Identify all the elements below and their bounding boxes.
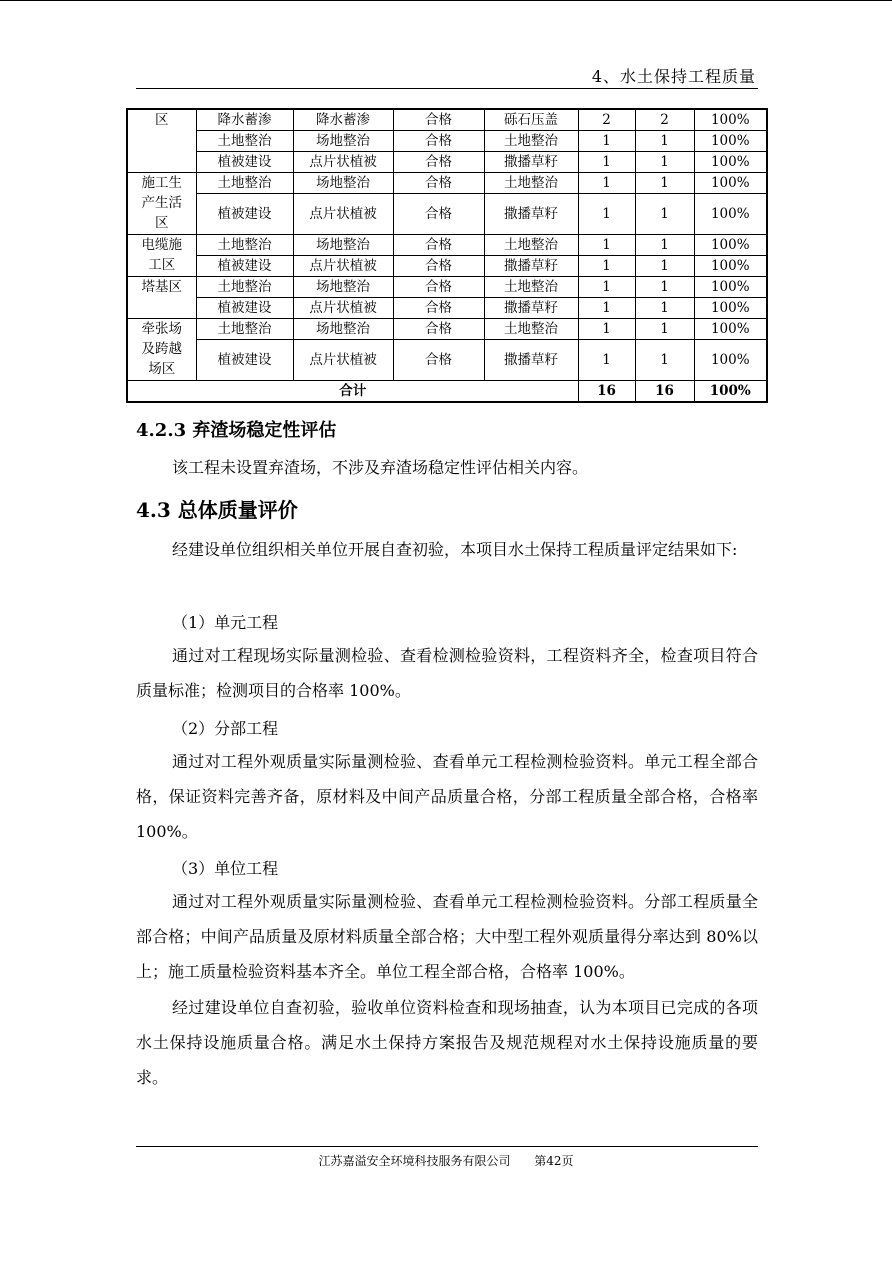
table-row: [127, 109, 767, 131]
zone-cell: 电缆施 工区: [127, 235, 196, 277]
table-cell: 100%: [694, 298, 767, 319]
table-cell: 植被建设: [196, 152, 293, 173]
table-cell: 1: [578, 173, 635, 194]
item2-text: 通过对工程外观质量实际量测检验、查看单元工程检测检验资料。单元工程全部合格，保证资料完善齐备，原材料及中间产品质量合格，分部工程质量全部合格，合格率 100%。: [136, 752, 758, 841]
table-cell: 1: [635, 235, 694, 256]
table-cell: 土地整治: [196, 235, 293, 256]
table-row: [127, 235, 767, 256]
table-cell: 1: [635, 152, 694, 173]
table-row: [127, 340, 767, 381]
total-row: [127, 381, 767, 403]
table-cell: 土地整治: [484, 319, 578, 340]
item3-text: 通过对工程外观质量实际量测检验、查看单元工程检测检验资料。分部工程质量全部合格；中间产品质量及原材料质量全部合格；大中型工程外观质量得分率达到 80%以上；施工质量检验资料基本齐全。单位工程全部合格，合格率 100%。: [136, 892, 758, 981]
table-cell: 土地整治: [484, 277, 578, 298]
table-cell: 1: [578, 131, 635, 152]
footer-rule: [136, 1146, 758, 1147]
table-row: [127, 319, 767, 340]
table-cell: 1: [578, 235, 635, 256]
table-cell: 100%: [694, 256, 767, 277]
table-cell: 降水蓄渗: [293, 109, 393, 131]
table-cell: 植被建设: [196, 194, 293, 235]
table-cell: 砾石压盖: [484, 109, 578, 131]
table-cell: 植被建设: [196, 256, 293, 277]
table-cell: 点片状植被: [293, 152, 393, 173]
table-cell: 土地整治: [196, 319, 293, 340]
table-cell: 100%: [694, 319, 767, 340]
table-cell: 土地整治: [484, 235, 578, 256]
table-cell: 合格: [393, 109, 484, 131]
table-cell: 1: [635, 277, 694, 298]
zone-cell: 区: [127, 109, 196, 173]
table-row: [127, 194, 767, 235]
table-cell: 1: [578, 256, 635, 277]
table-row: [127, 173, 767, 194]
table-cell: 场地整治: [293, 235, 393, 256]
table-row: [127, 256, 767, 277]
table-cell: 1: [635, 340, 694, 381]
zone-cell: 施工生 产生活 区: [127, 173, 196, 235]
table-cell: 场地整治: [293, 319, 393, 340]
conclusion-paragraph: 经过建设单位自查初验，验收单位资料检查和现场抽查，认为本项目已完成的各项水土保持设施质量合格。满足水土保持方案报告及规范规程对水土保持设施质量的要求。: [136, 998, 758, 1087]
table-cell: 2: [578, 109, 635, 131]
table-cell: 点片状植被: [293, 298, 393, 319]
table-cell: 撒播草籽: [484, 256, 578, 277]
table-cell: 1: [578, 319, 635, 340]
zone-cell: 牵张场 及跨越 场区: [127, 319, 196, 381]
table-cell: 撒播草籽: [484, 340, 578, 381]
table-cell: 2: [635, 109, 694, 131]
table-cell: 1: [635, 298, 694, 319]
table-cell: 1: [578, 152, 635, 173]
table-row: [127, 277, 767, 298]
section-heading-4-2-3: 4.2.3 弃渣场稳定性评估: [136, 420, 337, 441]
table-cell: 100%: [694, 109, 767, 131]
table-cell: 合格: [393, 235, 484, 256]
total-label: 合计: [127, 381, 578, 403]
table-cell: 土地整治: [196, 173, 293, 194]
table-cell: 撒播草籽: [484, 194, 578, 235]
section-heading-4-3: 4.3 总体质量评价: [136, 498, 298, 522]
table-cell: 1: [635, 173, 694, 194]
running-header: 4、水土保持工程质量: [591, 67, 756, 86]
table-cell: 100%: [694, 173, 767, 194]
total-value: 16: [635, 381, 694, 403]
table-cell: 合格: [393, 340, 484, 381]
quality-table: [126, 108, 768, 403]
table-cell: 降水蓄渗: [196, 109, 293, 131]
table-cell: 植被建设: [196, 298, 293, 319]
item1-text: 通过对工程现场实际量测检验、查看检测检验资料，工程资料齐全，检查项目符合质量标准；检测项目的合格率 100%。: [136, 646, 758, 700]
table-cell: 100%: [694, 152, 767, 173]
table-cell: 1: [635, 256, 694, 277]
table-cell: 1: [578, 194, 635, 235]
section-4-2-3-text: 该工程未设置弃渣场，不涉及弃渣场稳定性评估相关内容。: [172, 458, 589, 477]
table-cell: 合格: [393, 152, 484, 173]
table-row: [127, 131, 767, 152]
table-cell: 土地整治: [484, 131, 578, 152]
table-cell: 场地整治: [293, 173, 393, 194]
table-row: [127, 152, 767, 173]
table-cell: 撒播草籽: [484, 298, 578, 319]
footer-page-number: 第42页: [534, 1154, 574, 1168]
table-cell: 合格: [393, 319, 484, 340]
table-cell: 点片状植被: [293, 194, 393, 235]
table-cell: 1: [578, 298, 635, 319]
table-cell: 100%: [694, 131, 767, 152]
table-cell: 100%: [694, 340, 767, 381]
page-footer: [0, 1152, 892, 1169]
table-cell: 合格: [393, 131, 484, 152]
table-cell: 场地整治: [293, 277, 393, 298]
table-cell: 1: [635, 194, 694, 235]
table-cell: 1: [635, 131, 694, 152]
table-cell: 100%: [694, 277, 767, 298]
item2-title: （2）分部工程: [172, 719, 279, 738]
table-cell: 点片状植被: [293, 256, 393, 277]
table-cell: 合格: [393, 194, 484, 235]
table-cell: 100%: [694, 194, 767, 235]
item3-title: （3）单位工程: [172, 859, 279, 878]
table-cell: 1: [578, 340, 635, 381]
total-rate: 100%: [694, 381, 767, 403]
table-cell: 植被建设: [196, 340, 293, 381]
table-cell: 土地整治: [196, 131, 293, 152]
total-value: 16: [578, 381, 635, 403]
table-cell: 合格: [393, 256, 484, 277]
table-cell: 100%: [694, 235, 767, 256]
footer-company: 江苏嘉溢安全环境科技服务有限公司: [318, 1154, 511, 1168]
table-cell: 合格: [393, 277, 484, 298]
table-cell: 场地整治: [293, 131, 393, 152]
table-cell: 撒播草籽: [484, 152, 578, 173]
intro-paragraph: 经建设单位组织相关单位开展自查初验，本项目水土保持工程质量评定结果如下:: [172, 540, 738, 559]
item1-title: （1）单元工程: [172, 613, 279, 632]
header-rule: [136, 88, 758, 89]
table-row: [127, 298, 767, 319]
table-cell: 1: [635, 319, 694, 340]
table-cell: 点片状植被: [293, 340, 393, 381]
table-cell: 土地整治: [484, 173, 578, 194]
top-border: [0, 0, 892, 1]
table-cell: 土地整治: [196, 277, 293, 298]
zone-cell: 塔基区: [127, 277, 196, 319]
table-cell: 1: [578, 277, 635, 298]
table-cell: 合格: [393, 173, 484, 194]
table-cell: 合格: [393, 298, 484, 319]
